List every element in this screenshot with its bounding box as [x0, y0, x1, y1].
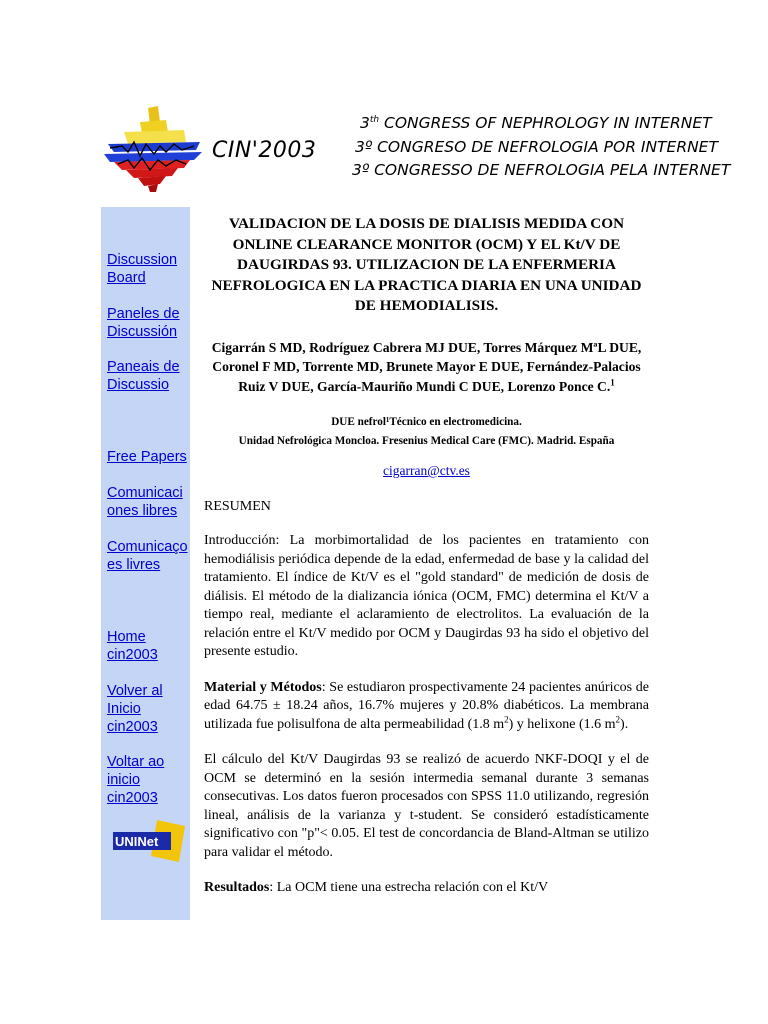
- uninet-text: UNINet: [115, 834, 159, 849]
- article: [204, 214, 649, 898]
- intro-paragraph: Introducción: La morbimortalidad de los pacientes en tratamiento con hemodiálisis periódica depende de la edad, enfermedad de base y la calidad del tratamiento. El índice de Kt/V es el "gold standard" de medición de dosis de diálisis. El método de la dializancia iónica (OCM, FMC) determina el Kt/V a tiempo real, mediante el aclaramiento de electrolitos. La evaluación de la relación entre el Kt/V medido por OCM y Daugirdas 93 ha sido el objetivo del presente estudio.: [204, 533, 649, 659]
- article-title: VALIDACION DE LA DOSIS DE DIALISIS MEDIDA CON ONLINE CLEARANCE MONITOR (OCM) Y EL Kt/V DE DAUGIRDAS 93. UTILIZACION DE LA ENFERMERIA NEFROLOGICA EN LA PRACTICA DIARIA EN UNA UNIDAD DE HEMODIALISIS.: [211, 215, 642, 314]
- link-comunicaciones-libres[interactable]: Comunicaci ones libres: [107, 485, 183, 519]
- congress-line-pt: 3º CONGRESSO DE NEFROLOGIA PELA INTERNET: [352, 161, 731, 179]
- calc-paragraph: El cálculo del Kt/V Daugirdas 93 se realizó de acuerdo NKF-DOQI y el de OCM se determinó en la sesión intermedia semanal durante 3 semanas consecutivas. Los datos fueron procesados con SPSS 11.0 utilizando, regresión lineal, análisis de la varianza y t-student. Se consideró estadísticamente significativo con "p"< 0.05. El test de concordancia de Bland-Altman se utilizo para validar el método.: [204, 752, 649, 860]
- cin-logo: [104, 102, 204, 194]
- link-paneais-discussio[interactable]: Paneais de Discussio: [107, 359, 180, 393]
- link-volver-inicio[interactable]: Volver al Inicio cin2003: [107, 683, 163, 735]
- article-authors: Cigarrán S MD, Rodríguez Cabrera MJ DUE, Torres Márquez MªL DUE, Coronel F MD, Torrente MD, Brunete Mayor E DUE, Fernández-Palacios Ruiz V DUE, García-Mauriño Mundi C DUE, Lorenzo Ponce C.$^1$: [211, 339, 642, 394]
- results-paragraph: Resultados: La OCM tiene una estrecha relación con el Kt/V: [204, 880, 549, 895]
- affiliation-line-2: Unidad Nefrológica Moncloa. Fresenius Medical Care (FMC). Madrid. España: [238, 435, 615, 447]
- link-voltar-inicio[interactable]: Voltar ao inicio cin2003: [107, 754, 165, 806]
- affiliation-line-1: DUE nefrol¹Técnico en electromedicina.: [331, 416, 522, 428]
- link-discussion-board[interactable]: Discussion Board: [107, 252, 178, 286]
- link-free-papers[interactable]: Free Papers: [107, 449, 187, 465]
- methods-paragraph: Material y Métodos: Se estudiaron prospectivamente 24 pacientes anúricos de edad 64.75 ± 18.24 años, 16.7% mujeres y 20.8% diabéticos. La membrana utilizada fue polisulfona de alta permeabilidad (1.8 $m^2$) y helixone (1.6 $m^2$).: [204, 679, 649, 732]
- congress-line-es: 3º CONGRESO DE NEFROLOGIA POR INTERNET: [355, 137, 718, 156]
- link-paneles-discusion[interactable]: Paneles de Discussión: [107, 306, 180, 340]
- uninet-badge[interactable]: [111, 818, 187, 864]
- email-link[interactable]: cigarran@ctv.es: [383, 463, 470, 478]
- cin-brand: CIN'2003: [212, 138, 317, 163]
- link-comunicacoes-livres[interactable]: Comunicaço es livres: [107, 539, 188, 573]
- congress-titles: [352, 112, 730, 183]
- congress-line-en: 3th CONGRESS OF NEPHROLOGY IN INTERNET: [360, 114, 712, 132]
- article-affiliation: [204, 413, 649, 451]
- resumen-heading: RESUMEN: [204, 499, 271, 514]
- link-home-cin2003[interactable]: Home cin2003: [107, 629, 158, 663]
